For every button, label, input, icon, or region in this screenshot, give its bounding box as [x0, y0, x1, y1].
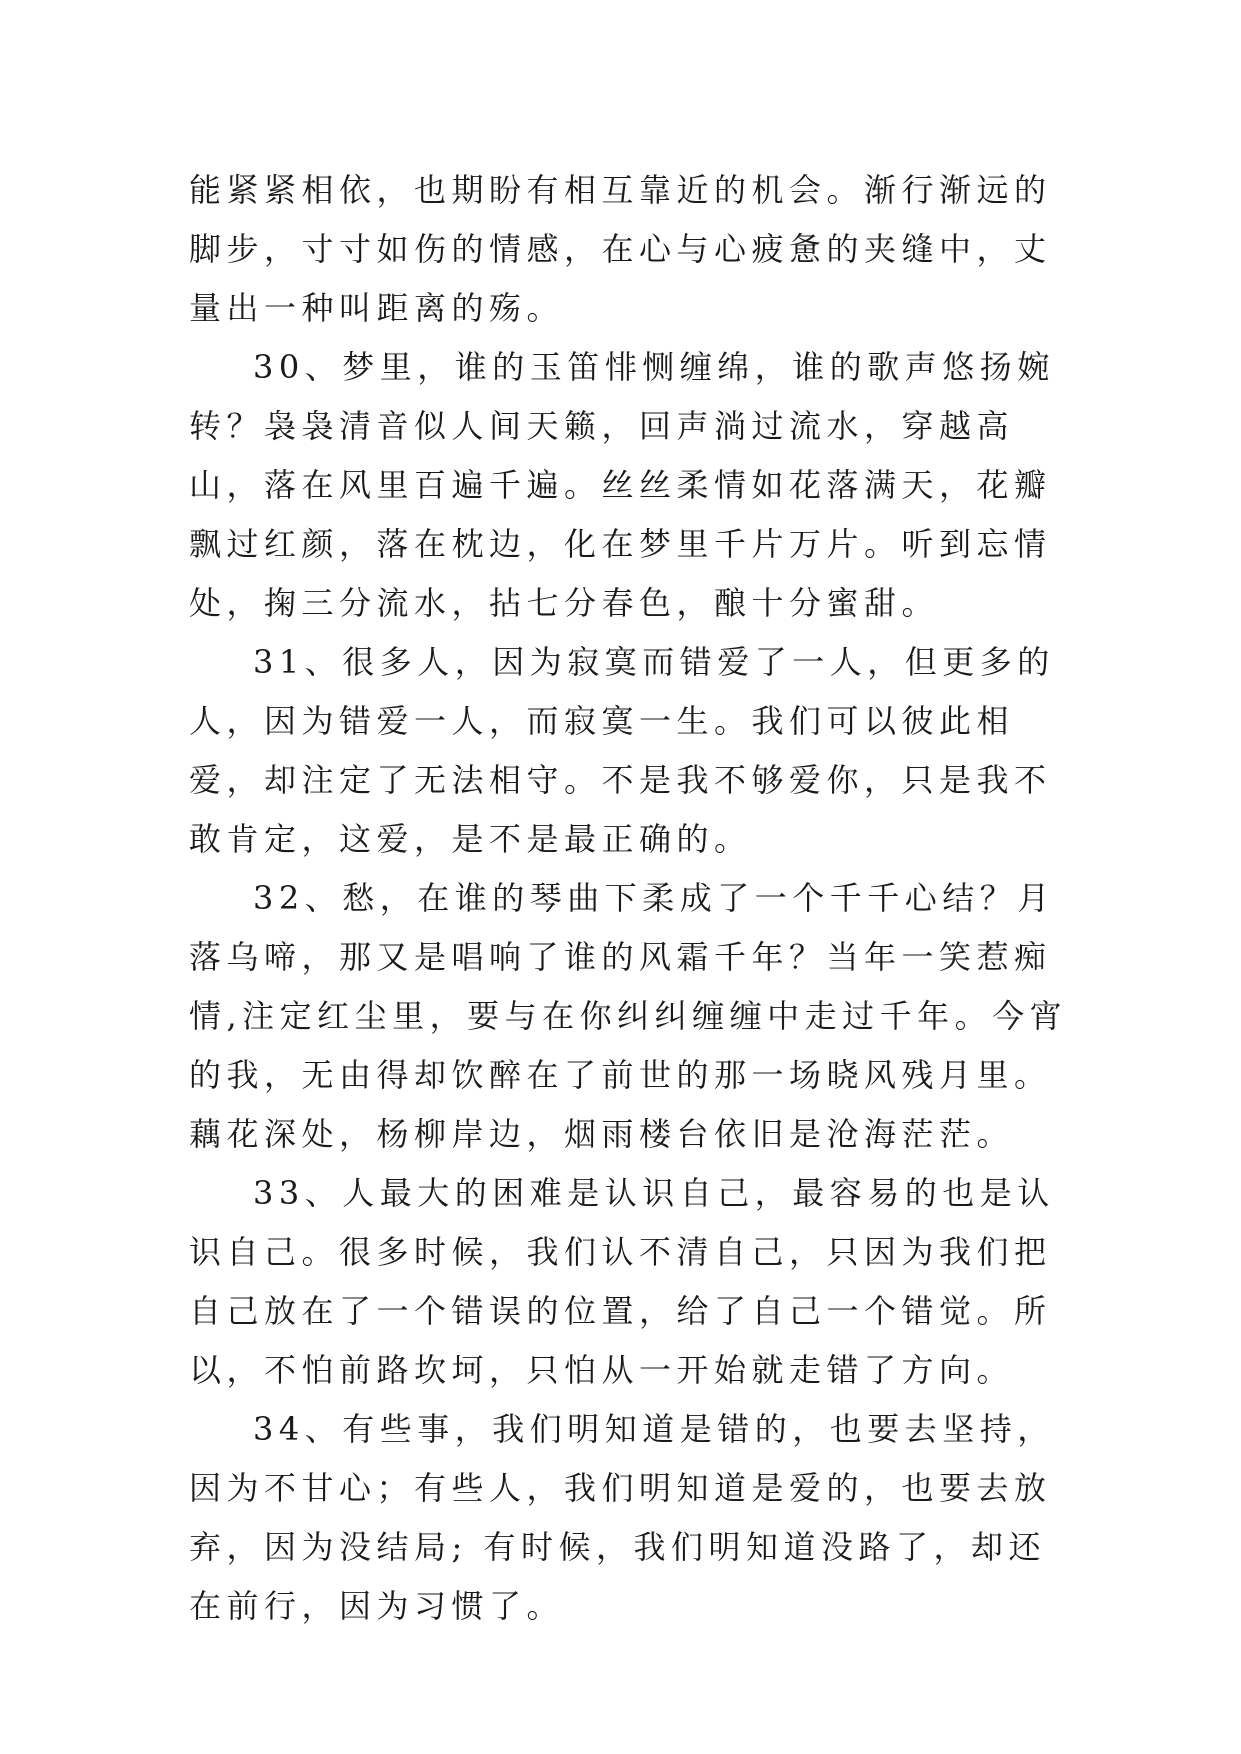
paragraph-30: 30、梦里，谁的玉笛悱恻缠绵，谁的歌声悠扬婉转？袅袅清音似人间天籁，回声淌过流水，穿越高山，落在风里百遍千遍。丝丝柔情如花落满天，花瓣飘过红颜，落在枕边，化在梦里千片万片。听到忘情处，掬三分流水，拈七分春色，酿十分蜜甜。 — [189, 348, 1055, 622]
paragraph-34: 34、有些事，我们明知道是错的，也要去坚持，因为不甘心；有些人，我们明知道是爱的，也要去放弃，因为没结局; 有时候，我们明知道没路了，却还在前行，因为习惯了。 — [189, 1410, 1055, 1625]
paragraph-31: 31、很多人，因为寂寞而错爱了一人，但更多的人，因为错爱一人，而寂寞一生。我们可以彼此相爱，却注定了无法相守。不是我不够爱你，只是我不敢肯定，这爱，是不是最正确的。 — [189, 643, 1055, 858]
paragraph-continuation: 能紧紧相依，也期盼有相互靠近的机会。渐行渐远的脚步，寸寸如伤的情感，在心与心疲惫的夹缝中，丈量出一种叫距离的殇。 — [189, 171, 1052, 327]
paragraph-32: 32、愁，在谁的琴曲下柔成了一个千千心结？月落乌啼，那又是唱响了谁的风霜千年？当年一笑惹痴情,注定红尘里，要与在你纠纠缠缠中走过千年。今宵的我，无由得却饮醉在了前世的那一场晓风残月里。藕花深处，杨柳岸边，烟雨楼台依旧是沧海茫茫。 — [189, 879, 1068, 1153]
document-body — [189, 161, 1069, 1636]
paragraph-33: 33、人最大的困难是认识自己，最容易的也是认识自己。很多时候，我们认不清自己，只因为我们把自己放在了一个错误的位置，给了自己一个错觉。所以，不怕前路坎坷，只怕从一开始就走错了方向。 — [189, 1174, 1055, 1389]
